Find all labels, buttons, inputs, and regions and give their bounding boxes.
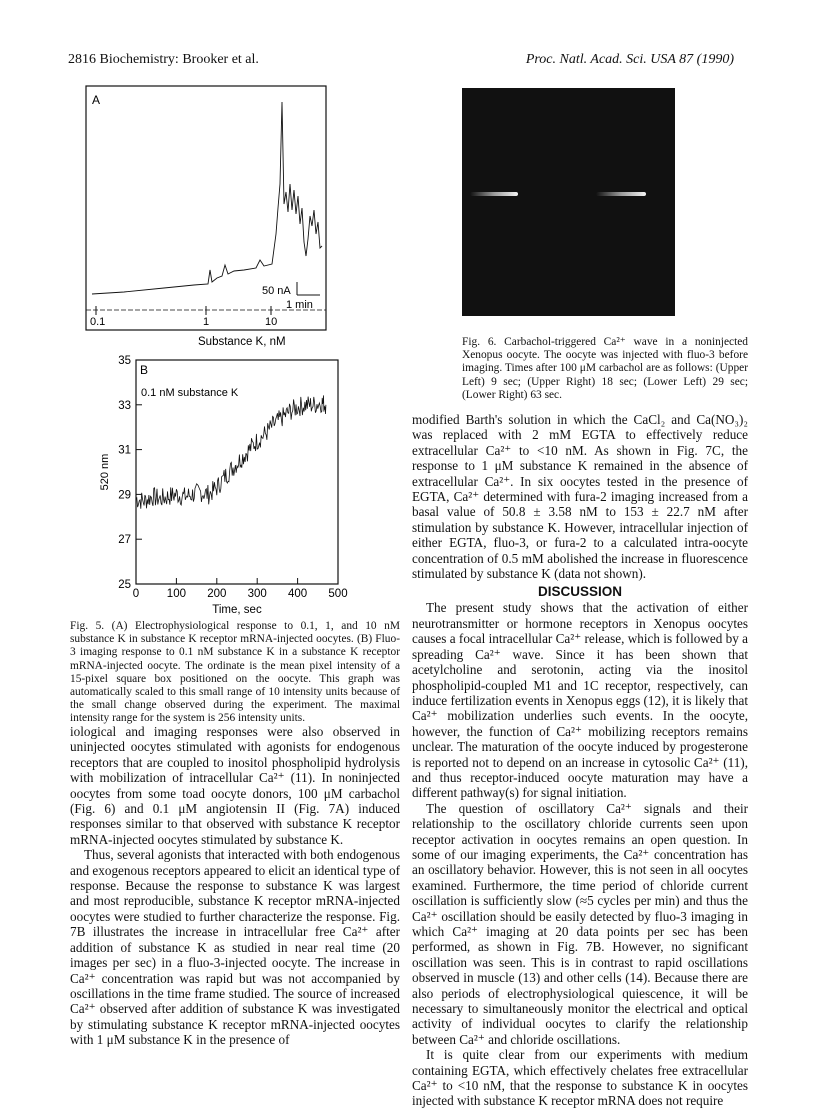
scale-time-label: 1 min	[286, 299, 313, 311]
series-line	[136, 395, 326, 508]
right-paragraph-3: The question of oscillatory Ca²⁺ signals and their relationship to the oscillatory chloride currents seen upon receptor activation in oocytes remains an open question. In some of our imaging experiments, the Ca²⁺ concentration has an oscillatory behavior. However, this is not seen in all oocytes examined. Furthermore, the time period of chloride current oscillation is sufficiently slow (≈5 cycles per min) and thus the Ca²⁺ oscillation should be easily detected by fluo-3 imaging in which Ca²⁺ imaging at 20 data points per sec has been performed, as shown in Fig. 7B. However, no significant oscillation was seen. This is in contrast to rapid oscillations observed in muscle (13) and other cells (14). Because there are also periods of electrophysiological quiescence, it will be necessary to simultaneously monitor the electrical and optical activity of individual oocytes to clarify the relationship between Ca²⁺ and chloride oscillations.	[412, 800, 748, 1047]
left-paragraph-2: Thus, several agonists that interacted with both endogenous and exogenous receptors appeared to elicit an identical type of response. Because the response to substance K was largest and most reproducible, substance K receptor mRNA-injected oocytes were studied to further characterize the response. Fig. 7B illustrates the increase in intracellular free Ca²⁺ after addition of substance K as studied in near real time (20 images per sec) in a fluo-3-injected oocyte. The increase in Ca²⁺ concentration was rapid but was not accompanied by oscillations in the time frame studied. The source of increased Ca²⁺ observed after addition of substance K was investigated by stimulating substance K receptor mRNA-injected oocytes with 1 μM substance K in the presence of	[70, 847, 400, 1048]
figure-5a	[84, 84, 336, 349]
left-paragraph-1: iological and imaging responses were also observed in uninjected oocytes stimulated with agonists for endogenous receptors that are coupled to inositol phospholipid hydrolysis with mobilization of intracellular Ca²⁺ (11). In noninjected oocytes from some toad oocyte donors, 100 μM carbachol (Fig. 6) and 0.1 μM angiotensin II (Fig. 7A) induced responses similar to that observed with substance K receptor mRNA-injected oocytes stimulated by substance K.	[70, 724, 400, 847]
x-tick-label: 100	[166, 588, 186, 600]
fig5a-x-label: Substance K, nM	[198, 336, 286, 348]
section-heading-discussion: DISCUSSION	[537, 584, 622, 600]
dose-label-0-1: 0.1	[90, 316, 106, 328]
y-tick-label: 27	[118, 534, 131, 547]
y-tick-label: 33	[118, 399, 131, 412]
figure-6-caption	[462, 336, 748, 402]
x-tick-label: 400	[288, 588, 308, 600]
fig6-caption-label: Fig. 6.	[462, 336, 497, 348]
y-tick-label: 31	[118, 444, 131, 457]
scale-current-label: 50 nA	[262, 285, 291, 297]
wave-front-upper-left	[470, 192, 518, 196]
left-column	[70, 724, 400, 1048]
figure-5b-chart	[88, 352, 358, 622]
running-header-right: Proc. Natl. Acad. Sci. USA 87 (1990)	[525, 52, 734, 67]
fig5-caption-text: (A) Electrophysiological response to 0.1, 1, and 10 nM substance K in substance K receptor mRNA-injected oocytes. (B) Fluo-3 imaging response to 0.1 nM substance K in a substance K receptor mRNA-injected oocyte. The ordinate is the mean pixel intensity of a 15-pixel square box positioned on the oocyte. This graph was automatically scaled to this small range of 10 intensity units because of the small change observed during the experiment. The maximal intensity range for the system is 256 intensity units.	[70, 620, 400, 725]
y-tick-label: 29	[118, 489, 131, 502]
figure-6-image	[462, 88, 675, 316]
dose-label-1: 1	[203, 316, 210, 328]
x-tick-label: 0	[132, 588, 140, 600]
right-paragraph-2: The present study shows that the activation of either neurotransmitter or hormone receptors in Xenopus oocytes causes a focal intracellular Ca²⁺ release, which is followed by a spreading Ca²⁺ wave. Since it has been shown that acetylcholine and serotonin, acting via the inositol phospholipid-coupled M1 and 1C receptor, respectively, can induce fertilization events in Xenopus eggs (12), it is likely that Ca²⁺ mobilization underlies such events. In the oocyte, however, the function of Ca²⁺ mobilizing receptors remains unclear. The maturation of the oocyte induced by progesterone is reported not to depend on an increase in cytosolic Ca²⁺ (11), and thus receptor-induced oocyte maturation may have a different pathway(s) for signal initiation.	[412, 600, 748, 801]
right-column	[412, 412, 748, 1109]
y-tick-label: 35	[118, 355, 131, 367]
fig6-caption-text: Carbachol-triggered Ca²⁺ wave in a noninjected Xenopus oocyte. The oocyte was injected with fluo-3 before imaging. Times after 100 μM carbachol are as follows: (Upper Left) 9 sec; (Upper Right) 18 sec; (Lower Left) 29 sec; (Lower Right) 63 sec.	[462, 336, 748, 401]
fig5a-current-trace	[92, 102, 322, 294]
running-header-left: 2816 Biochemistry: Brooker et al.	[68, 52, 259, 67]
x-tick-label: 200	[207, 588, 227, 600]
right-paragraph-4: It is quite clear from our experiments with medium containing EGTA, which effectively chelates free extracellular Ca²⁺ to <10 nM, that the response to substance K in oocytes injected with substance K receptor mRNA does not require	[412, 1047, 748, 1109]
panel-label-b: B	[140, 363, 149, 377]
wave-front-upper-right	[596, 192, 646, 196]
right-paragraph-1: modified Barth's solution in which the CaCl₂ and Ca(NO₃)₂ was replaced with 2 mM EGTA to effectively reduce extracellular Ca²⁺ to <10 nM. As shown in Fig. 7C, the response to 1 μM substance K remained in the absence of extracellular Ca²⁺. In six oocytes tested in the presence of EGTA, Ca²⁺ determined with fura-2 imaging increased from a basal value of 50.8 ± 3.58 nM to 153 ± 22.7 nM after stimulation by substance K. However, intracellular injection of either EGTA, fluo-3, or fura-2 to a calculated intra-oocyte concentration of 0.5 mM abolished the increase in fluorescence stimulated by substance K (data not shown).	[412, 412, 748, 582]
fig5-caption-label: Fig. 5.	[70, 620, 105, 632]
dose-label-10: 10	[265, 316, 278, 328]
chart-title: 0.1 nM substance K	[141, 387, 239, 399]
x-tick-label: 300	[247, 588, 267, 600]
y-tick-label: 25	[118, 579, 131, 591]
fig5a-panel-label: A	[92, 93, 101, 107]
x-axis-label: Time, sec	[212, 604, 262, 616]
y-axis-label: 520 nm	[99, 453, 111, 491]
figure-5-caption	[70, 620, 400, 726]
x-tick-label: 500	[328, 588, 348, 600]
